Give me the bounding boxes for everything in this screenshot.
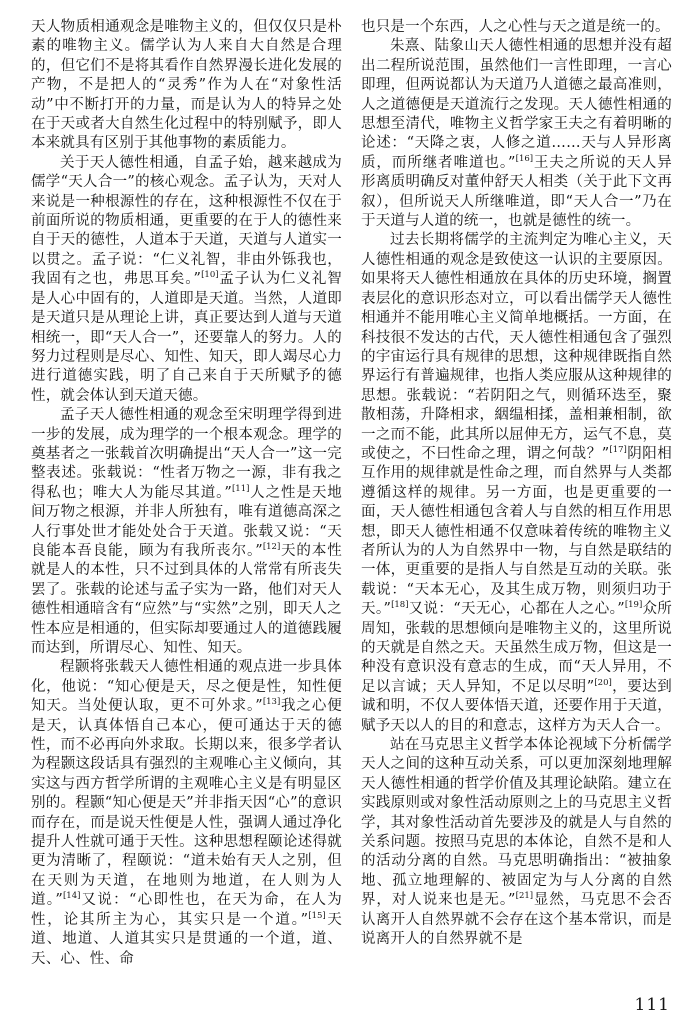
footnote-marker: [17] [609, 445, 627, 456]
paragraph: 天人物质相通观念是唯物主义的，但仅仅只是朴素的唯物主义。儒学认为人来自大自然是合理的，但它们不是将其看作自然界漫长进化发展的产物，不是把人的“灵秀”作为人在“对象性活动”中不断打开的力量，而是认为人的特异之处在于天或者大自然生化过程中的特别赋予，即人本来就具有区别于其他事物的素质能力。 [31, 19, 342, 152]
footnote-marker: [13] [262, 697, 281, 708]
footnote-marker: [12] [262, 542, 281, 553]
text-column-left [31, 18, 342, 990]
text-column-right [361, 18, 672, 990]
footnote-marker: [20] [594, 677, 612, 688]
footnote-marker: [18] [391, 600, 409, 611]
footnote-marker: [14] [62, 891, 81, 902]
paragraph: 孟子天人德性相通的观念至宋明理学得到进一步的发展，成为理学的一个根本观念。理学的奠基者之一张载首次明确提出“天人合一”这一完整表述。张载说：“性者万物之一源，非有我之得私也；唯大人为能尽其道。”[11]人之性是天地间万物之根源，并非人所独有，唯有道德高深之人行事处世才能处处合于天道。张载又说：“天良能本吾良能，顾为有我所丧尔。”[12]天的本性就是人的本性，只不过到具体的人常常有所丧失罢了。张载的论述与孟子实为一路，他们对天人德性相通暗含有“应然”与“实然”之别，即天人之性本应是相通的，但实际却要通过人的道德践履而达到，所谓尽心、知性、知天。 [31, 407, 342, 656]
footnote-marker: [10] [201, 270, 219, 281]
paragraph: 程颢将张载天人德性相通的观点进一步具体化，他说：“知心便是天，尽之便是性，知性便知天。当处便认取，更不可外求。”[13]我之心便是天，认真体悟自己本心，便可通达于天的德性，而不必再向外求取。长期以来，很多学者认为程颢这段话具有强烈的主观唯心主义倾向，其实这与西方哲学所谓的主观唯心主义是有明显区别的。程颢“知心便是天”并非指天因“心”的意识而存在，而是说天性便是人性，强调人通过净化提升人性就可通于天性。这种思想程颐论述得就更为清晰了，程颐说：“道未始有天人之别，但在天则为天道，在地则为地道，在人则为人道。”[14]又说：“心即性也，在天为命，在人为性，论其所主为心，其实只是一个道。”[15]天道、地道、人道其实只是贯通的一个道，道、天、心、性、命 [31, 659, 342, 967]
two-column-text-body [31, 18, 672, 990]
footnote-marker: [16] [515, 154, 534, 165]
footnote-marker: [21] [515, 891, 534, 902]
paragraph: 过去长期将儒学的主流判定为唯心主义，天人德性相通的观念是致使这一认识的主要原因。如果将天人德性相通放在具体的历史环境，搁置表层化的意识形态对立，可以看出儒学天人德性相通并不能用唯心主义简单地概括。一方面，在科技很不发达的古代，天人德性相通包含了强烈的宇宙运行具有规律的思想，这种规律既指自然界运行有普遍规律，也指人类应服从这种规律的思想。张载说：“若阴阳之气，则循环迭至，聚散相荡，升降相求，絪缊相揉，盖相兼相制，欲一之而不能，此其所以屈伸无方，运气不息，莫或使之，不曰性命之理，谓之何哉？”[17]阴阳相互作用的规律就是性命之理，而自然界与人类都遵循这样的规律。另一方面，也是更重要的一面，天人德性相通包含着人与自然的相互作用思想，即天人德性相通不仅意味着传统的唯物主义者所认为的人为自然界中一物，与自然是联结的一体，更重要的是指人与自然是互动的关联。张载说：“天本无心，及其生成万物，则须归功于天。”[18]又说：“天无心，心都在人之心。”[19]众所周知，张载的思想倾向是唯物主义的，这里所说的天就是自然之天。天虽然生成万物，但这是一种没有意识没有意志的生成，而“天人异用，不足以言诚；天人异知，不足以尽明”[20]，要达到诚和明，不仅人要体悟天道，还要作用于天道，赋予天以人的目的和意志，这样方为天人合一。 [361, 232, 672, 734]
footnote-marker: [15] [308, 910, 326, 921]
paragraph: 站在马克思主义哲学本体论视域下分析儒学天人之间的这种互动关系，可以更加深刻地理解天人德性相通的哲学价值及其理论缺陷。建立在实践原则或对象性活动原则之上的马克思主义哲学，其对象性活动首先要涉及的就是人与自然的关系问题。按照马克思的本体论，自然不是和人的活动分离的自然。马克思明确指出：“被抽象地、孤立地理解的、被固定为与人分离的自然界，对人说来也是无。”[21]显然，马克思不会否认离开人自然界就不会存在这个基本常识，而是说离开人的自然界就不是 [361, 737, 672, 948]
footnote-marker: [11] [231, 483, 250, 494]
paragraph: 朱熹、陆象山天人德性相通的思想并没有超出二程所说范围，虽然他们一言性即理，一言心即理，但两说都认为天道乃人道德之最高准则，人之道德便是天道流行之发现。天人德性相通的思想至清代，唯物主义哲学家王夫之有着明晰的论述：“天降之衷，人修之道……天与人异形离质，而所继者唯道也。”[16]王夫之所说的天人异形离质明确反对董仲舒天人相类（关于此下文再叙），但所说天人所继唯道，即“天人合一”乃在于天道与人道的统一，也就是德性的统一。 [361, 38, 672, 230]
paragraph: 也只是一个东西，人之心性与天之道是统一的。 [361, 19, 670, 35]
footnote-marker: [19] [624, 600, 643, 611]
page-number: 111 [634, 995, 670, 1015]
paragraph: 关于天人德性相通，自孟子始，越来越成为儒学“天人合一”的核心观念。孟子认为，天对人来说是一种根源性的存在，这种根源性不仅在于前面所说的物质相通，更重要的在于人的德性来自于天的德性，人道本于天道，天道与人道实一以贯之。孟子说：“仁义礼智，非由外铄我也，我固有之也，弗思耳矣。”[10]孟子认为仁义礼智是人心中固有的，人道即是天道。当然，人道即是天道只是从理论上讲，真正要达到人道与天道相统一，即“天人合一”，还要靠人的努力。人的努力过程则是尽心、知性、知天，即人竭尽心力进行道德实践，明了自己来自于天所赋予的德性，就会体认到天道天德。 [31, 154, 342, 404]
